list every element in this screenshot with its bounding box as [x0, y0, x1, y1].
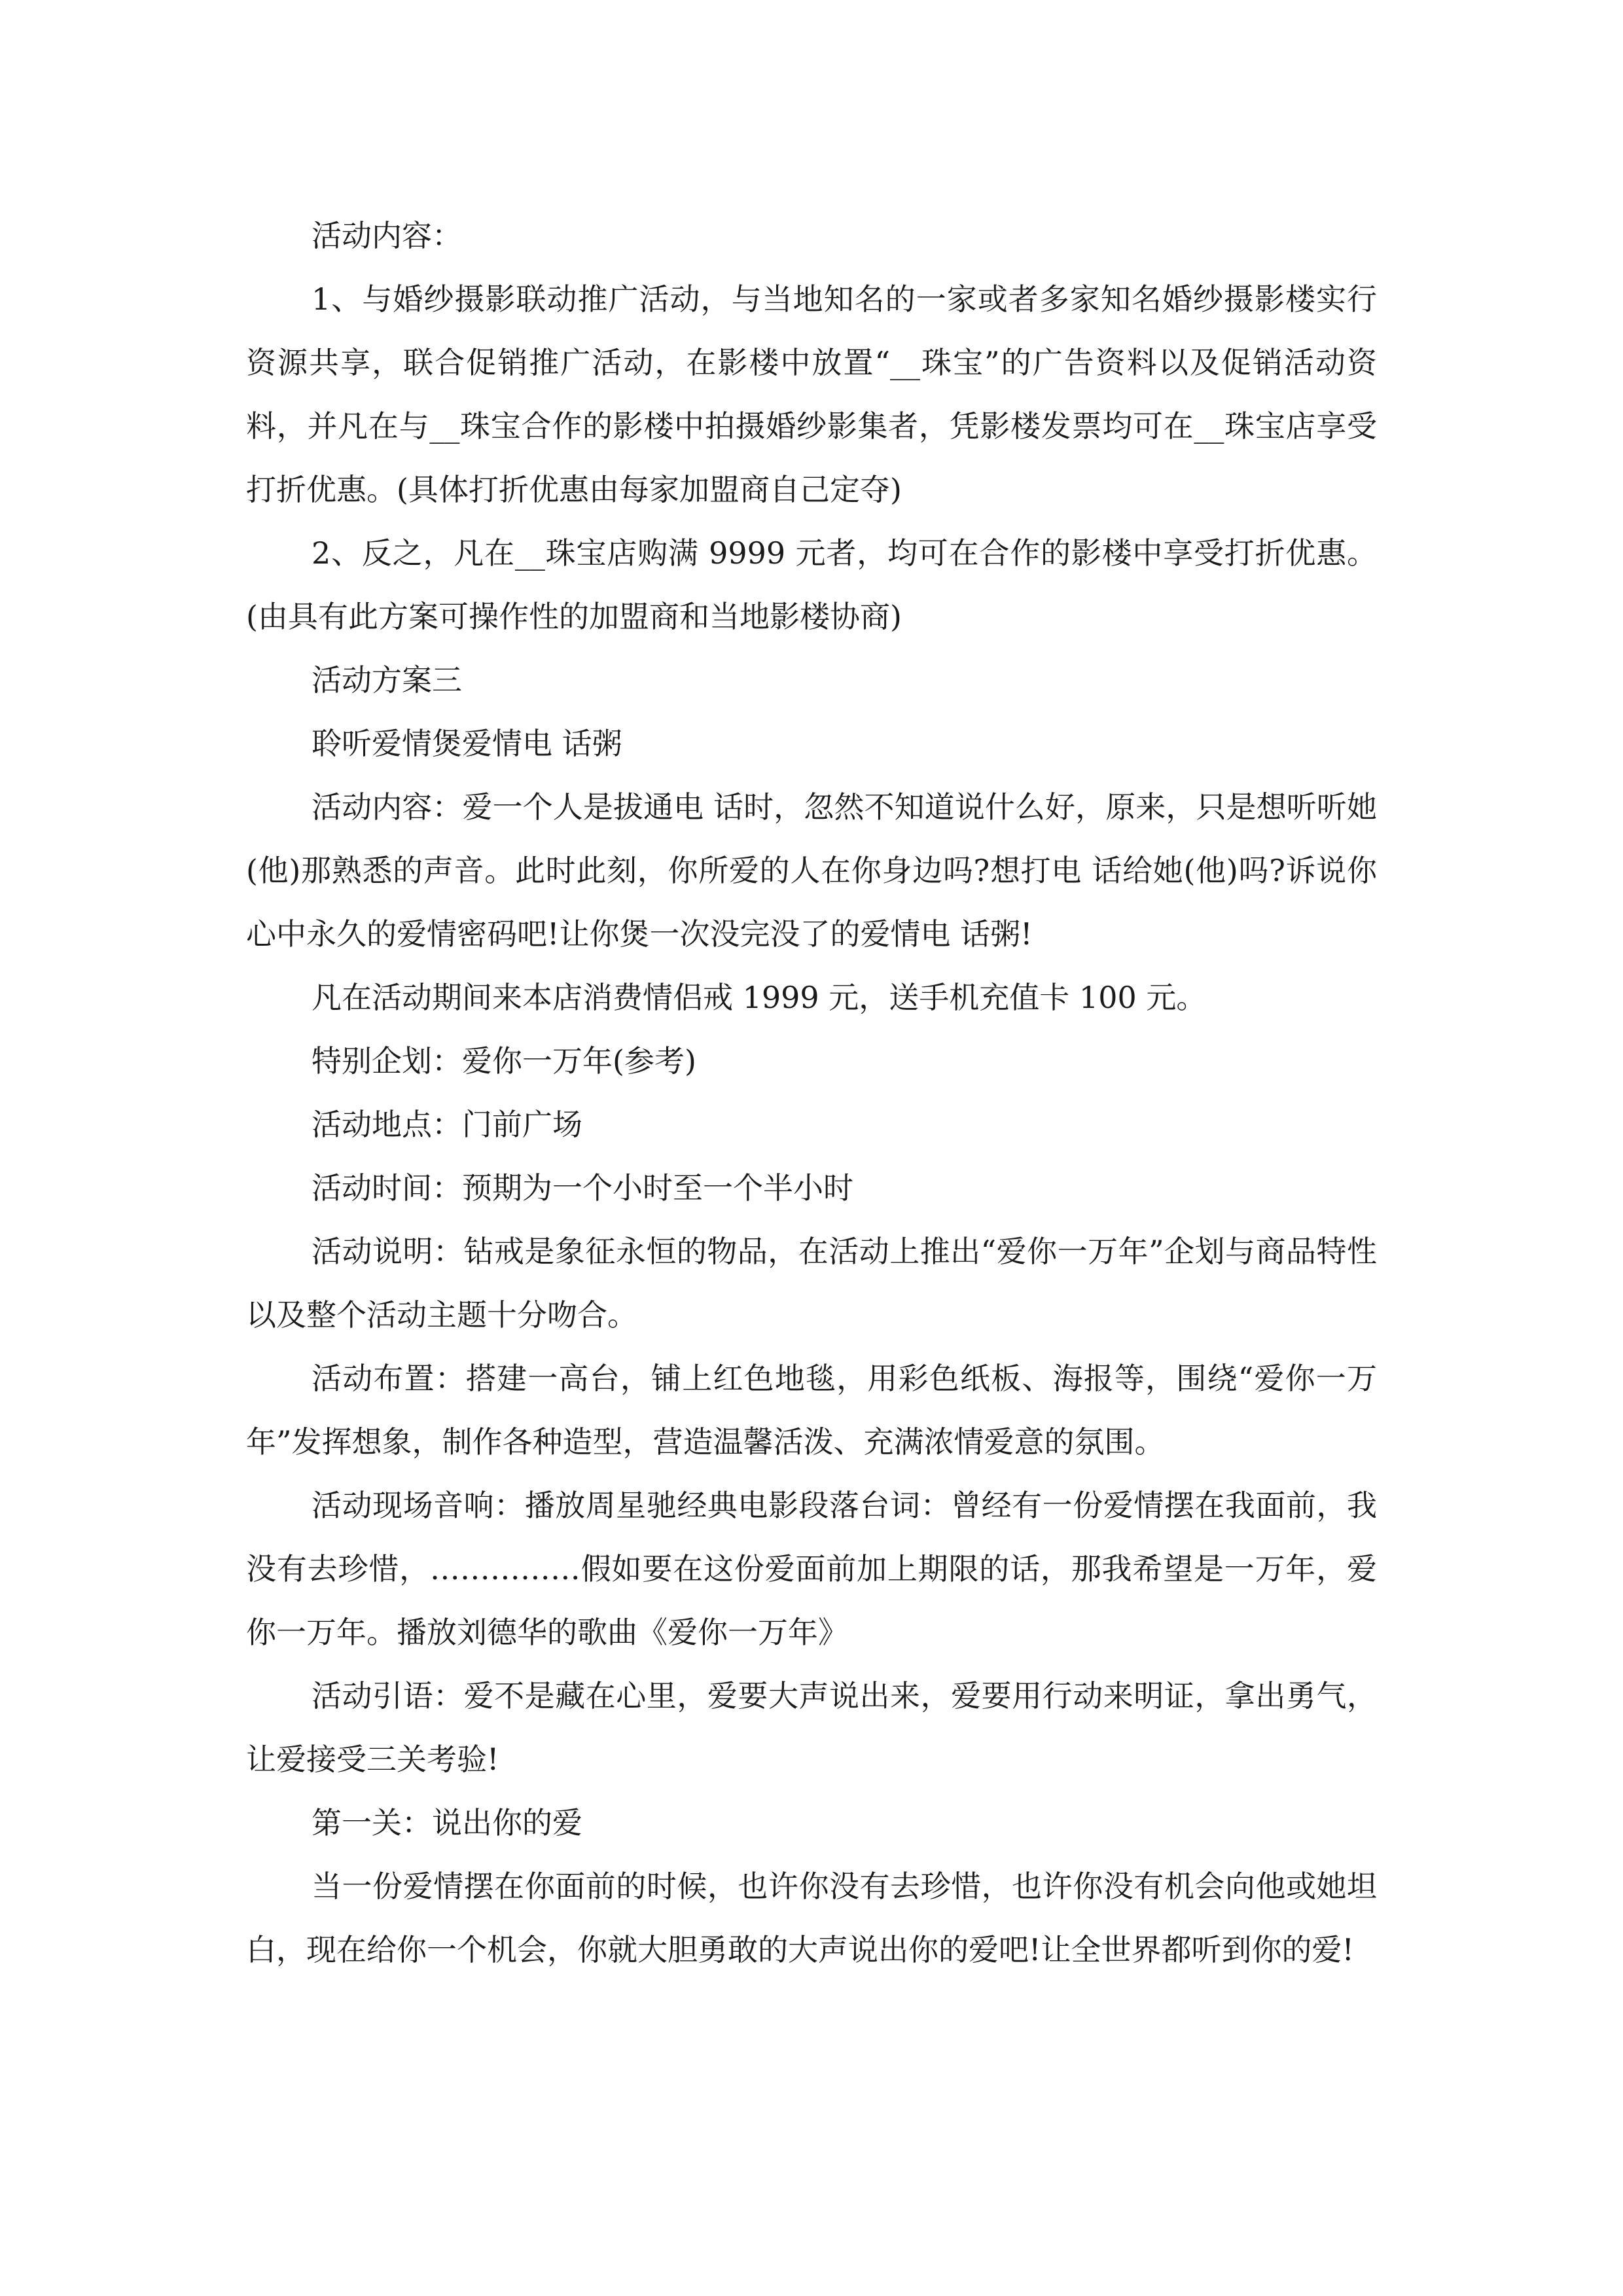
- paragraph-plan-three-title: 聆听爱情煲爱情电 话粥: [312, 726, 622, 761]
- paragraph-special-plan: 特别企划：爱你一万年(参考): [312, 1043, 696, 1079]
- paragraph-description: 活动说明：钻戒是象征永恒的物品，在活动上推出“爱你一万年”企划与商品特性以及整个活动主题十分吻合。: [246, 1234, 1377, 1333]
- paragraph-item-1: 1、与婚纱摄影联动推广活动，与当地知名的一家或者多家知名婚纱摄影楼实行资源共享，联合促销推广活动，在影楼中放置“__珠宝”的广告资料以及促销活动资料，并凡在与__珠宝合作的影楼中拍摄婚纱影集者，凭影楼发票均可在__珠宝店享受打折优惠。(具体打折优惠由每家加盟商自己定夺): [246, 281, 1377, 507]
- paragraph-plan-three-heading: 活动方案三: [312, 662, 462, 698]
- paragraph-stage-one-content: 当一份爱情摆在你面前的时候，也许你没有去珍惜，也许你没有机会向他或她坦白，现在给你一个机会，你就大胆勇敢的大声说出你的爱吧!让全世界都听到你的爱!: [246, 1869, 1377, 1967]
- paragraph-promotion: 凡在活动期间来本店消费情侣戒 1999 元，送手机充值卡 100 元。: [312, 980, 1207, 1015]
- paragraph-location: 活动地点：门前广场: [312, 1107, 582, 1142]
- paragraph-time: 活动时间：预期为一个小时至一个半小时: [312, 1170, 853, 1206]
- paragraph-stage-one-heading: 第一关：说出你的爱: [312, 1805, 582, 1840]
- paragraph-item-2: 2、反之，凡在__珠宝店购满 9999 元者，均可在合作的影楼中享受打折优惠。(由具有此方案可操作性的加盟商和当地影楼协商): [246, 535, 1377, 634]
- paragraph-layout: 活动布置：搭建一高台，铺上红色地毯，用彩色纸板、海报等，围绕“爱你一万年”发挥想象，制作各种造型，营造温馨活泼、充满浓情爱意的氛围。: [246, 1361, 1377, 1460]
- paragraph-quote: 活动引语：爱不是藏在心里，爱要大声说出来，爱要用行动来明证，拿出勇气，让爱接受三关考验!: [246, 1678, 1377, 1777]
- paragraph-activity-content-heading: 活动内容：: [312, 218, 462, 253]
- paragraph-audio: 活动现场音响：播放周星驰经典电影段落台词：曾经有一份爱情摆在我面前，我没有去珍惜，……………假如要在这份爱面前加上期限的话，那我希望是一万年，爱你一万年。播放刘德华的歌曲《爱你一万年》: [246, 1488, 1377, 1650]
- paragraph-plan-three-content: 活动内容：爱一个人是拔通电 话时，忽然不知道说什么好，原来，只是想听听她(他)那熟悉的声音。此时此刻，你所爱的人在你身边吗?想打电 话给她(他)吗?诉说你心中永久的爱情密码吧!让你煲一次没完没了的爱情电 话粥!: [246, 789, 1377, 952]
- document-body: [246, 204, 1377, 1982]
